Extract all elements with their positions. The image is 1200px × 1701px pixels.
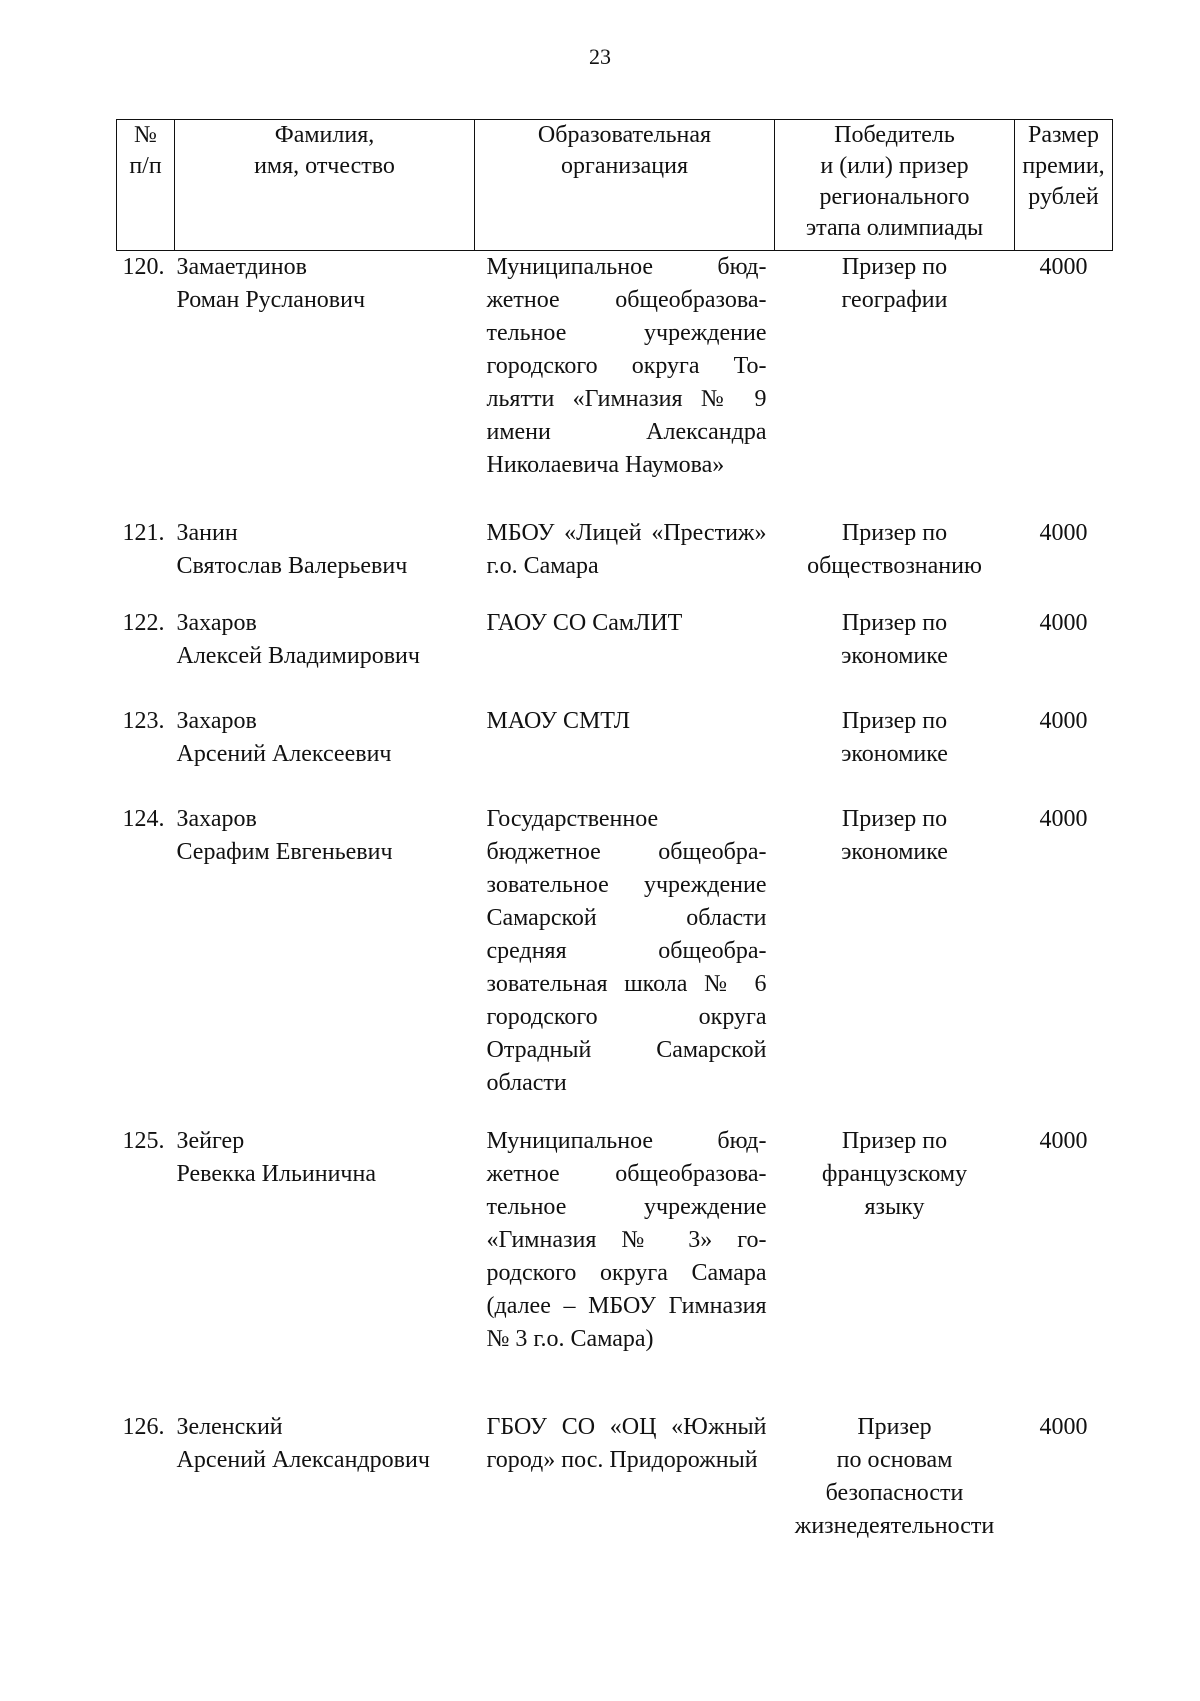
- row-name: Захаров Арсений Алексеевич: [176, 707, 392, 767]
- row-number: 124.: [122, 805, 165, 832]
- row-number: 120.: [122, 254, 165, 280]
- row-organization: ГБОУ СО «ОЦ «Южный город» пос. Придорожный: [486, 1413, 767, 1473]
- row-name: Зеленский Арсений Александрович: [176, 1413, 430, 1473]
- row-result: Призер по экономике: [841, 707, 948, 767]
- row-organization: Государственное бюджетное общеобразовательное учреждение Самарской области средняя общеобразовательная школа № 6 городского округа Отрадный Самарской области: [486, 805, 767, 1096]
- row-organization: МБОУ «Лицей «Престиж» г.о. Самара: [486, 519, 767, 579]
- row-number: 125.: [122, 1127, 165, 1154]
- row-result: Призер по французскому языку: [821, 1127, 968, 1220]
- table-row: [117, 251, 1113, 517]
- table-row: [117, 803, 1113, 1125]
- header-result: Победитель и (или) призер регионального этапа олимпиады: [775, 120, 1015, 251]
- row-prize: 4000: [1039, 609, 1088, 636]
- table-row: [117, 517, 1113, 607]
- page-number: 23: [589, 44, 611, 69]
- row-organization: Муниципальное бюджетное общеобразовательное учреждение городского округа Тольятти «Гимназия № 9 имени Александра Николаевича Наумова»: [486, 254, 767, 478]
- row-number: 122.: [122, 609, 165, 636]
- table-row: [117, 1125, 1113, 1411]
- row-result: Призер по экономике: [841, 609, 948, 669]
- row-name: Зейгер Ревекка Ильинична: [176, 1127, 376, 1187]
- table-row: [117, 1411, 1113, 1591]
- row-number: 126.: [122, 1413, 165, 1440]
- row-prize: 4000: [1039, 254, 1088, 280]
- row-prize: 4000: [1039, 707, 1088, 734]
- row-organization: Муниципальное бюджетное общеобразовательное учреждение «Гимназия № 3» городского округа Самара (далее – МБОУ Гимназия № 3 г.о. Самара): [486, 1127, 767, 1352]
- row-prize: 4000: [1039, 519, 1088, 546]
- row-result: Призер по экономике: [841, 805, 948, 865]
- header-prize: Размер премии, рублей: [1015, 120, 1113, 251]
- row-name: Захаров Серафим Евгеньевич: [176, 805, 393, 865]
- row-number: 121.: [122, 519, 165, 546]
- row-result: Призер по основам безопасности жизнедеятельности: [794, 1413, 995, 1539]
- table-row: [117, 705, 1113, 803]
- header-name: Фамилия, имя, отчество: [175, 120, 475, 251]
- table-body: [117, 251, 1113, 1591]
- row-organization: ГАОУ СО СамЛИТ: [486, 609, 683, 636]
- header-number: № п/п: [117, 120, 175, 251]
- row-prize: 4000: [1039, 805, 1088, 832]
- header-organization: Образовательная организация: [475, 120, 775, 251]
- row-name: Захаров Алексей Владимирович: [176, 609, 420, 669]
- row-name: Занин Святослав Валерьевич: [176, 519, 408, 579]
- row-prize: 4000: [1039, 1413, 1088, 1440]
- award-table: [116, 119, 1113, 1591]
- row-organization: МАОУ СМТЛ: [486, 707, 631, 734]
- table-header: [117, 120, 1113, 251]
- row-prize: 4000: [1039, 1127, 1088, 1154]
- row-result: Призер по географии: [841, 254, 948, 313]
- row-number: 123.: [122, 707, 165, 734]
- row-name: Замаетдинов Роман Русланович: [176, 254, 366, 313]
- row-result: Призер по обществознанию: [807, 519, 982, 579]
- table-row: [117, 607, 1113, 705]
